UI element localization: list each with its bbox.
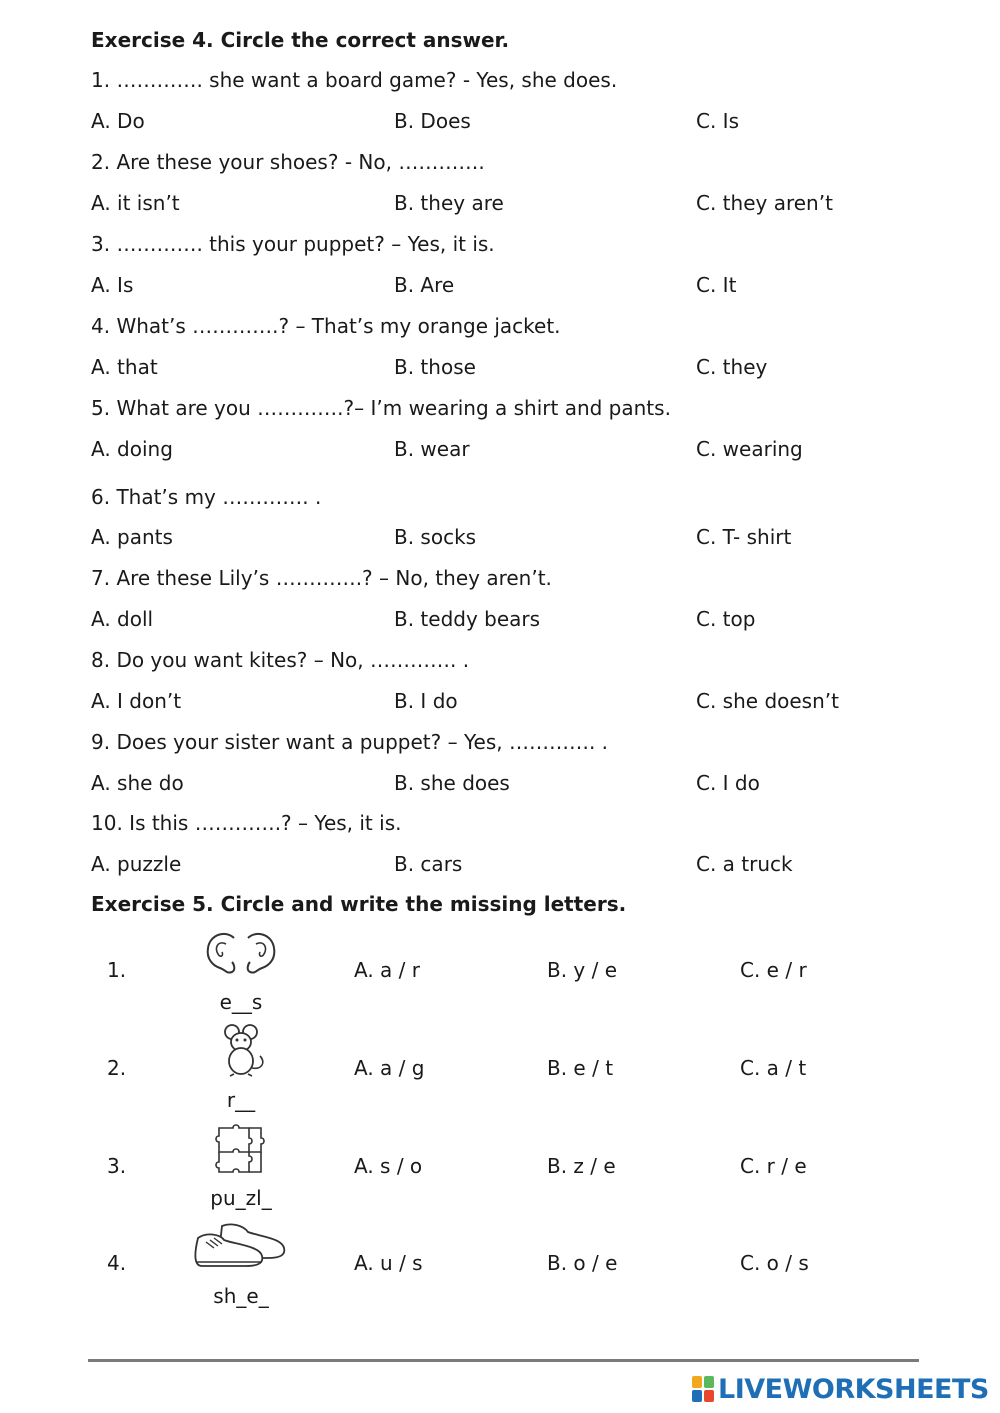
question-text: 1. …………. she want a board game? - Yes, she does. [91, 68, 618, 92]
option-a[interactable]: A. she do [91, 771, 184, 795]
option-c[interactable]: C. a truck [696, 852, 793, 876]
option-c[interactable]: C. wearing [696, 437, 803, 461]
option-c[interactable]: C. she doesn’t [696, 689, 839, 713]
missing-letters-word: r__ [226, 1088, 256, 1112]
option-b[interactable]: B. those [394, 355, 476, 379]
option-c[interactable]: C. Is [696, 109, 739, 133]
item-number: 1. [107, 958, 127, 982]
option-b[interactable]: B. Are [394, 273, 455, 297]
logo-text: LIVEWORKSHEETS [718, 1373, 989, 1405]
option-a[interactable]: A. Do [91, 109, 145, 133]
option-a[interactable]: A. Is [91, 273, 134, 297]
question-text: 9. Does your sister want a puppet? – Yes, …………. . [91, 730, 609, 754]
option-a[interactable]: A. that [91, 355, 158, 379]
option-b[interactable]: B. Does [394, 109, 471, 133]
liveworksheets-logo [692, 1373, 989, 1405]
option-b[interactable]: B. z / e [547, 1154, 616, 1178]
option-c[interactable]: C. they [696, 355, 768, 379]
option-c[interactable]: C. T- shirt [696, 525, 792, 549]
missing-letters-word: e__s [219, 990, 263, 1014]
option-b[interactable]: B. socks [394, 525, 477, 549]
option-b[interactable]: B. wear [394, 437, 470, 461]
question-text: 2. Are these your shoes? - No, …………. [91, 150, 485, 174]
option-c[interactable]: C. e / r [740, 958, 807, 982]
option-b[interactable]: B. y / e [547, 958, 618, 982]
item-number: 3. [107, 1154, 127, 1178]
option-a[interactable]: A. pants [91, 525, 173, 549]
option-b[interactable]: B. she does [394, 771, 510, 795]
rat-icon [214, 1022, 270, 1078]
missing-letters-word: pu_zl_ [210, 1186, 272, 1210]
option-a[interactable]: A. a / r [354, 958, 420, 982]
question-text: 5. What are you ………….?– I’m wearing a shirt and pants. [91, 396, 671, 420]
item-number: 4. [107, 1251, 127, 1275]
option-b[interactable]: B. they are [394, 191, 504, 215]
option-c[interactable]: C. o / s [740, 1251, 809, 1275]
option-c[interactable]: C. they aren’t [696, 191, 833, 215]
ears-icon [204, 930, 278, 976]
puzzle-icon [213, 1122, 267, 1176]
option-c[interactable]: C. r / e [740, 1154, 807, 1178]
option-a[interactable]: A. I don’t [91, 689, 182, 713]
exercise-5-title: Exercise 5. Circle and write the missing letters. [91, 892, 627, 916]
option-a[interactable]: A. it isn’t [91, 191, 180, 215]
shoes-icon [192, 1218, 288, 1270]
option-c[interactable]: C. top [696, 607, 756, 631]
item-number: 2. [107, 1056, 127, 1080]
option-c[interactable]: C. I do [696, 771, 760, 795]
option-b[interactable]: B. o / e [547, 1251, 618, 1275]
option-b[interactable]: B. cars [394, 852, 463, 876]
option-b[interactable]: B. teddy bears [394, 607, 541, 631]
question-text: 10. Is this ………….? – Yes, it is. [91, 811, 402, 835]
footer-divider [88, 1359, 919, 1362]
option-c[interactable]: C. It [696, 273, 737, 297]
option-b[interactable]: B. I do [394, 689, 458, 713]
option-a[interactable]: A. s / o [354, 1154, 423, 1178]
logo-mark-icon [692, 1376, 714, 1402]
option-a[interactable]: A. puzzle [91, 852, 182, 876]
question-text: 4. What’s ………….? – That’s my orange jacket. [91, 314, 561, 338]
question-text: 3. …………. this your puppet? – Yes, it is. [91, 232, 495, 256]
option-a[interactable]: A. u / s [354, 1251, 423, 1275]
option-a[interactable]: A. doll [91, 607, 154, 631]
question-text: 8. Do you want kites? – No, …………. . [91, 648, 470, 672]
option-a[interactable]: A. a / g [354, 1056, 425, 1080]
missing-letters-word: sh_e_ [213, 1284, 269, 1308]
option-c[interactable]: C. a / t [740, 1056, 807, 1080]
question-text: 7. Are these Lily’s ………….? – No, they aren’t. [91, 566, 552, 590]
option-a[interactable]: A. doing [91, 437, 173, 461]
question-text: 6. That’s my …………. . [91, 485, 322, 509]
option-b[interactable]: B. e / t [547, 1056, 614, 1080]
exercise-4-title: Exercise 4. Circle the correct answer. [91, 28, 510, 52]
